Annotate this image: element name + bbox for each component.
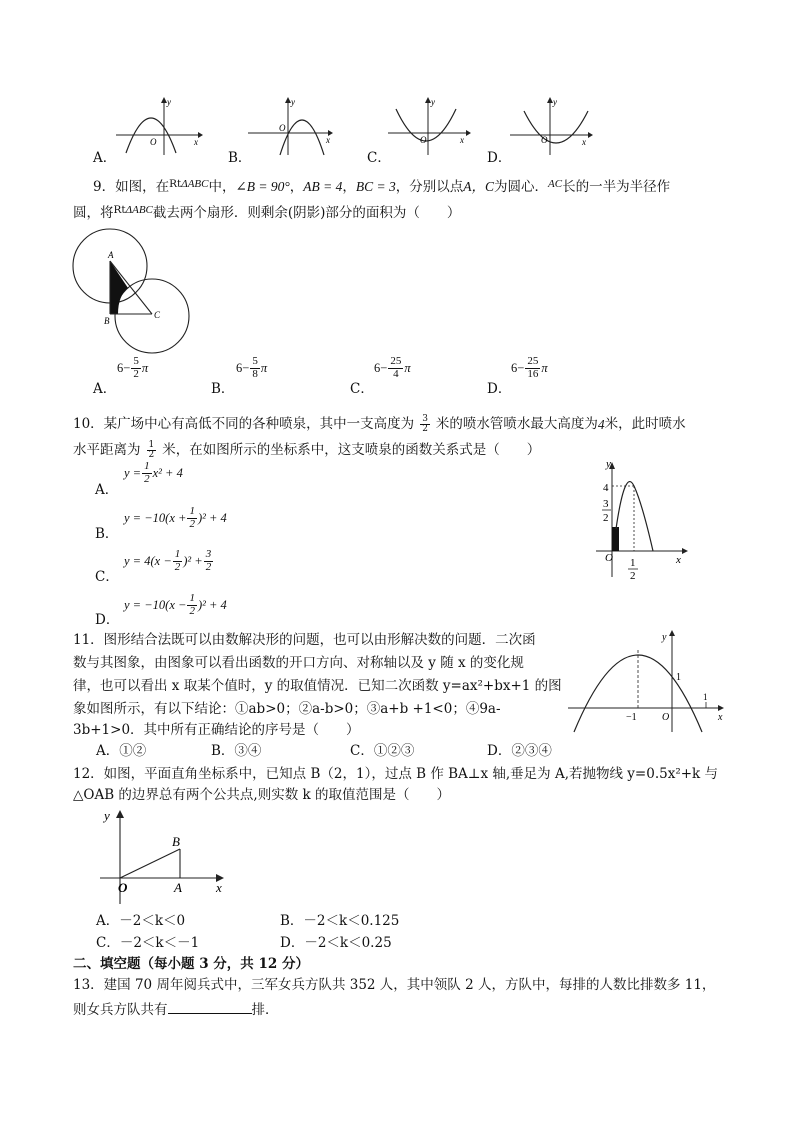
- q9-option-c-formula: 6 − $\frac{25}{4}$ π: [374, 355, 411, 380]
- q8-option-a-label: A．: [93, 150, 117, 166]
- q8-c-y: y: [431, 97, 435, 107]
- q9-label-c: C: [154, 310, 161, 320]
- q11-option-d: D．②③④: [487, 743, 552, 759]
- q10-stem-line2: 水平距离为 $\frac{1}{2}$ 米，在如图所示的坐标系中，这支喷泉的函数关系式是（ ）: [73, 440, 541, 461]
- q8-a-x: x: [194, 137, 198, 147]
- q9-option-d-formula: 6 − $\frac{25}{16}$ π: [511, 355, 548, 380]
- q8-b-y: y: [291, 97, 295, 107]
- q10-option-b-formula: y = −10(x + $\frac{1}{2}$ )² + 4: [124, 505, 227, 530]
- q9-option-b-formula: 6 − $\frac{5}{8}$ π: [236, 355, 268, 380]
- q11-axis-x: x: [718, 712, 723, 723]
- q10-origin: O: [605, 552, 613, 564]
- q10-stem-line1: 10．某广场中心有高低不同的各种喷泉，其中一支高度为 $\frac{3}{2}$ 米的喷水管喷水最大高度为 4 米，此时喷水: [73, 414, 686, 435]
- q12-option-b: B．－2＜k＜0.125: [280, 913, 400, 929]
- q11-line-1: 11．图形结合法既可以由数解决形的问题，也可以由形解决数的问题．二次函: [73, 632, 536, 648]
- q12-stem-line2: △OAB 的边界总有两个公共点,则实数 k 的取值范围是（ ）: [73, 787, 450, 803]
- q10-option-b-label: B．: [95, 526, 119, 542]
- q11-tick-neg1: −1: [626, 712, 637, 723]
- q8-d-o: O: [541, 135, 548, 145]
- q8-a-o: O: [150, 137, 157, 147]
- q9-option-d-label: D．: [487, 381, 512, 397]
- q11-origin: O: [662, 712, 670, 723]
- q11-parabola-graph: [566, 628, 732, 734]
- q13-stem-line2: 则女兵方队共有 排．: [73, 1002, 279, 1018]
- q12-axis-y: y: [104, 808, 110, 823]
- section-heading-fill-in: 二、填空题（每小题 3 分，共 12 分）: [73, 956, 309, 972]
- q12-triangle-graph: [96, 806, 232, 908]
- q13-answer-blank[interactable]: [168, 1001, 252, 1014]
- q10-tick-2: 2: [603, 512, 609, 524]
- q10-option-c-label: C．: [95, 569, 119, 585]
- q10-option-d-formula: y = −10(x − $\frac{1}{2}$ )² + 4: [124, 592, 227, 617]
- q9-label-a: A: [108, 250, 114, 260]
- q9-stem-line1: 9．如图，在$^{Rt\Delta ABC}$中，∠B = 90°，AB = 4，BC = 3，分别以点A，C为圆心．$^{AC}$长的一半为半径作: [93, 178, 671, 195]
- q8-b-x: x: [326, 135, 330, 145]
- q12-option-a: A．－2＜k＜0: [96, 913, 186, 929]
- q9-stem-line2: 圆，将$^{Rt\Delta ABC}$截去两个扇形．则剩余(阴影)部分的面积为（ ）: [73, 204, 461, 221]
- q8-graph-d: [508, 95, 598, 157]
- q12-stem-line1: 12．如图，平面直角坐标系中，已知点 B（2，1），过点 B 作 BA⊥x 轴,垂足为 A,若抛物线 y=0.5x²+k 与: [73, 766, 719, 782]
- q10-option-a-label: A．: [95, 482, 119, 498]
- q8-d-x: x: [582, 137, 586, 147]
- q10-tick-1: 1: [630, 557, 636, 569]
- q11-line-3: 律，也可以看出 x 取某个值时，y 的取值情况．已知二次函数 y=ax²+bx+1 的图: [73, 678, 562, 694]
- q11-tick-1x: 1: [703, 692, 708, 702]
- q8-option-b-label: B．: [228, 150, 252, 166]
- q9-shaded-region: [110, 261, 128, 314]
- q11-tick-1: 1: [676, 672, 681, 683]
- q8-c-x: x: [460, 135, 464, 145]
- q8-b-o: O: [279, 123, 286, 133]
- q8-graph-b: [246, 95, 336, 157]
- q12-option-c: C．－2＜k＜－1: [96, 935, 200, 951]
- q8-d-y: y: [553, 97, 557, 107]
- q9-figure: [68, 226, 192, 356]
- q8-option-c-label: C．: [367, 150, 391, 166]
- q8-option-d-label: D．: [487, 150, 512, 166]
- q10-axis-y: y: [606, 458, 611, 470]
- q11-line-4: 象如图所示，有以下结论：①ab>0；②a-b>0；③a+b +1<0；④9a-: [73, 701, 501, 717]
- q12-point-b: B: [172, 834, 180, 849]
- q10-water-pipe: [612, 527, 619, 551]
- q10-axis-x: x: [676, 554, 681, 566]
- q11-option-c: C．①②③: [350, 743, 415, 759]
- q11-line-2: 数与其图象，由图象可以看出函数的开口方向、对称轴以及 y 随 x 的变化规: [73, 655, 524, 671]
- q8-graph-c: [386, 95, 476, 157]
- q10-tick-2b: 2: [630, 570, 636, 582]
- q12-option-d: D．－2＜k＜0.25: [280, 935, 392, 951]
- q9-option-b-label: B．: [211, 381, 235, 397]
- q8-graph-a: [114, 95, 204, 157]
- q12-origin: O: [118, 880, 128, 895]
- q9-option-a-formula: 6 − $\frac{5}{2}$ π: [117, 355, 149, 380]
- q10-tick-4: 4: [603, 482, 609, 494]
- q8-a-y: y: [167, 97, 171, 107]
- q10-option-d-label: D．: [95, 612, 120, 628]
- q11-option-b: B．③④: [211, 743, 262, 759]
- q13-stem-line1: 13．建国 70 周年阅兵式中，三军女兵方队共 352 人，其中领队 2 人，方队中，每排的人数比排数多 11，: [73, 977, 716, 993]
- q10-tick-3: 3: [603, 498, 609, 510]
- q12-point-a: A: [174, 880, 182, 895]
- q11-axis-y: y: [662, 632, 667, 643]
- q8-c-o: O: [420, 135, 427, 145]
- q9-option-c-label: C．: [350, 381, 374, 397]
- q11-line-5: 3b+1>0．其中所有正确结论的序号是（ ）: [73, 722, 360, 738]
- q10-option-c-formula: y = 4(x − $\frac{1}{2}$ )² + $\frac{3}{2}$: [124, 548, 212, 573]
- q10-fountain-graph: [590, 455, 700, 583]
- q9-label-b: B: [104, 316, 110, 326]
- q12-axis-x: x: [216, 880, 222, 895]
- q9-option-a-label: A．: [93, 381, 117, 397]
- q10-option-a-formula: y = $\frac{1}{2}$ x² + 4: [124, 460, 183, 485]
- q11-option-a: A．①②: [96, 743, 147, 759]
